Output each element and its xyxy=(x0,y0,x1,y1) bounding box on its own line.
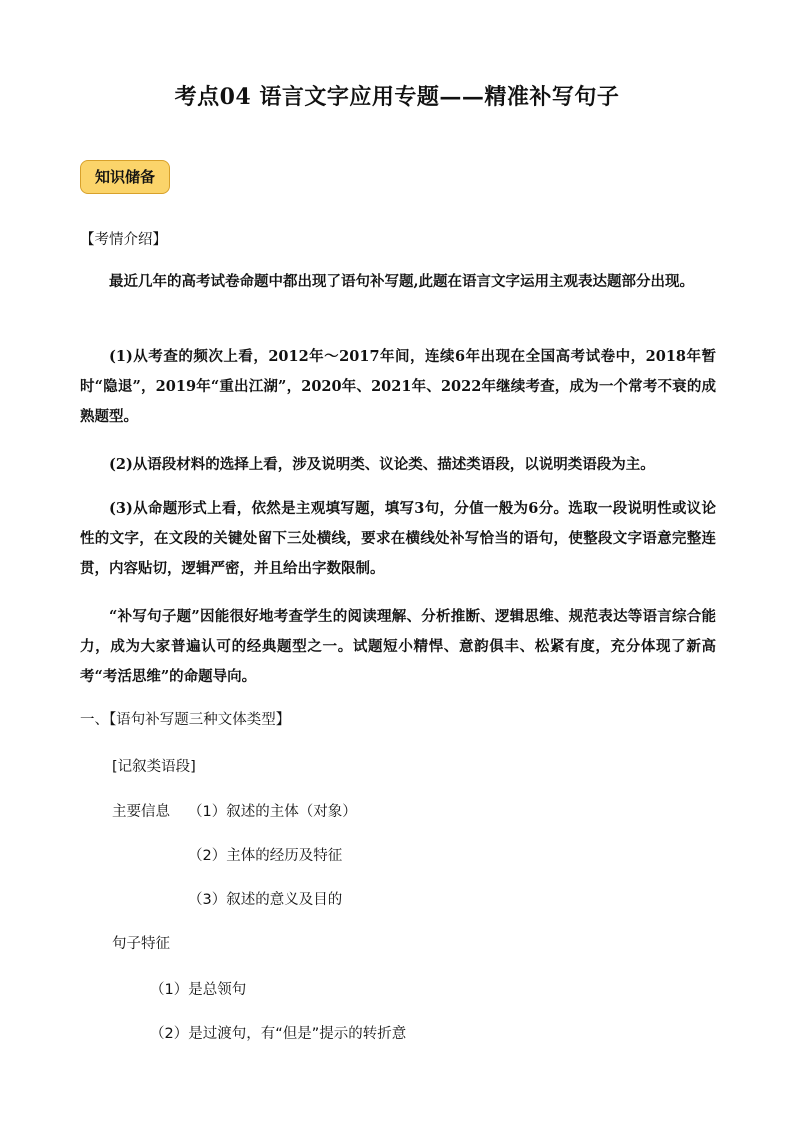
main-info-item: （2）主体的经历及特征 xyxy=(188,848,343,864)
intro-paragraph-4: (3)从命题形式上看，依然是主观填写题，填写3句，分值一般为6分。选取一段说明性或议论性的文字，在文段的关键处留下三处横线，要求在横线处补写恰当的语句，使整段文字语意完整连贯，内容贴切，逻辑严密，并且给出字数限制。 xyxy=(80,500,716,577)
sentence-features-label: 句子特征 xyxy=(112,936,170,952)
intro-heading: 【考情介绍】 xyxy=(80,232,167,248)
intro-paragraph-5: “补写句子题”因能很好地考查学生的阅读理解、分析推断、逻辑思维、规范表达等语言综合能力，成为大家普遍认可的经典题型之一。试题短小精悍、意韵俱丰、松紧有度，充分体现了新高考“考活思维”的命题导向。 xyxy=(80,608,716,685)
main-info-item: （3）叙述的意义及目的 xyxy=(188,892,343,908)
intro-paragraph-3: (2)从语段材料的选择上看，涉及说明类、议论类、描述类语段，以说明类语段为主。 xyxy=(109,456,655,473)
section-heading: 一、【语句补写题三种文体类型】 xyxy=(80,712,291,728)
main-info-label: 主要信息 xyxy=(112,804,170,820)
intro-paragraph-1: 最近几年的高考试卷命题中都出现了语句补写题,此题在语言文字运用主观表达题部分出现。 xyxy=(109,273,695,290)
main-info-item: （1）叙述的主体（对象） xyxy=(188,804,357,820)
subsection-heading: [记叙类语段] xyxy=(112,759,196,775)
knowledge-reserve-badge: 知识储备 xyxy=(80,160,170,194)
sentence-feature-item: （2）是过渡句，有“但是”提示的转折意 xyxy=(150,1026,407,1042)
intro-paragraph-2: (1)从考查的频次上看，2012年～2017年间，连续6年出现在全国高考试卷中，2018年暂时“隐退”，2019年“重出江湖”，2020年、2021年、2022年继续考查，成为一个常考不衰的成熟题型。 xyxy=(80,348,716,425)
sentence-feature-item: （1）是总领句 xyxy=(150,982,247,998)
page-title: 考点04 语言文字应用专题——精准补写句子 xyxy=(174,84,620,110)
